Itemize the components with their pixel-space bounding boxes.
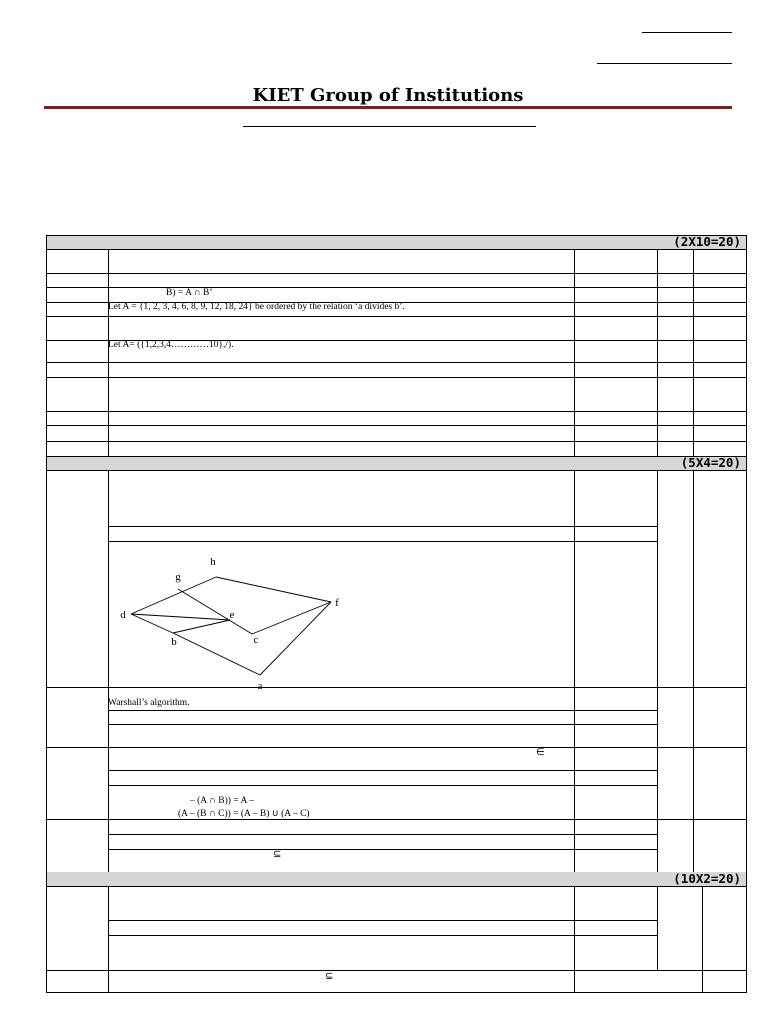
header-blank-line-1 xyxy=(642,32,732,33)
question-set-identity-1: – (A ∩ B)) = A – xyxy=(190,796,254,806)
header-rule xyxy=(44,106,732,109)
question-poset: Let A = {1, 2, 3, 4, 6, 8, 9, 12, 18, 24} be ordered by the relation ‘a divides b’. xyxy=(108,302,405,312)
institution-title: KIET Group of Institutions xyxy=(252,85,524,106)
question-set-identity-2: (A – (B ∩ C)) = (A – B) ∪ (A – C) xyxy=(178,809,310,819)
edge-d-e xyxy=(131,614,230,620)
section-b-marks: (5X4=20) xyxy=(680,455,741,470)
edge-b-a xyxy=(173,633,260,675)
element-symbol: ∈ xyxy=(536,747,545,758)
section-a-marks: (2X10=20) xyxy=(673,234,741,249)
question-lattice: Let A= ({1,2,3,4…………10},/). xyxy=(108,340,234,350)
edge-b-e xyxy=(173,620,230,633)
node-label-d: d xyxy=(120,609,126,621)
question-paper-table xyxy=(46,235,747,993)
subtitle-blank-line xyxy=(243,126,536,127)
node-label-f: f xyxy=(335,597,339,609)
node-label-e: e xyxy=(229,609,235,621)
node-label-h: h xyxy=(210,556,216,568)
node-label-c: c xyxy=(253,634,259,646)
edge-d-h xyxy=(131,577,216,614)
node-label-g: g xyxy=(175,571,181,583)
edge-g-c xyxy=(178,589,252,634)
section-c-marks: (10X2=20) xyxy=(673,871,741,886)
question-warshall: Warshall’s algorithm. xyxy=(108,698,190,708)
edge-c-f xyxy=(252,602,331,634)
node-label-b: b xyxy=(171,636,177,648)
question-intersection: B) = A ∩ B’ xyxy=(166,288,213,298)
edge-h-f xyxy=(216,577,331,602)
subset-symbol-1: ⊆ xyxy=(273,849,282,860)
edge-d-b xyxy=(131,614,173,633)
edge-a-f xyxy=(260,602,331,675)
header-blank-line-2 xyxy=(597,63,732,64)
node-label-a: a xyxy=(257,680,263,692)
hasse-diagram xyxy=(108,547,368,697)
subset-symbol-2: ⊆ xyxy=(325,971,334,982)
